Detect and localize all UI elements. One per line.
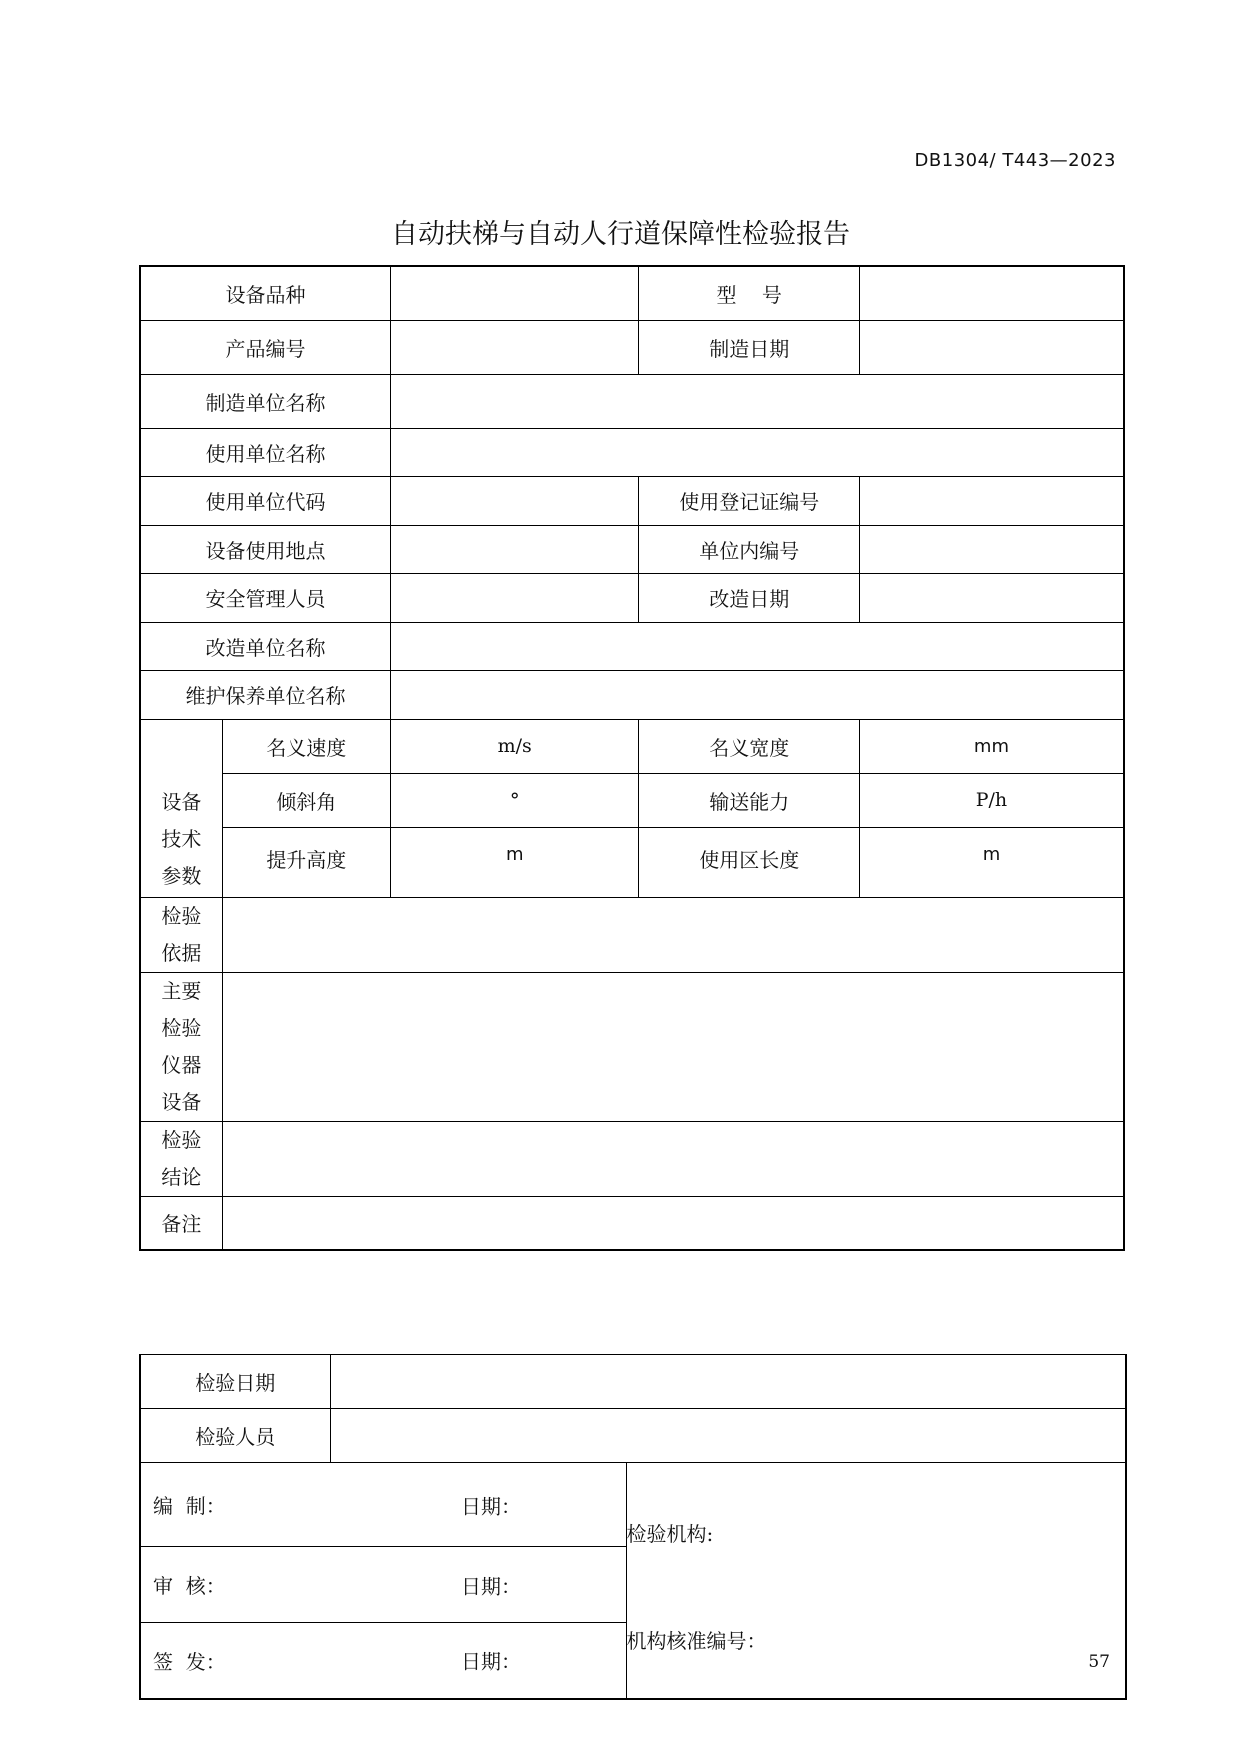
value-renovation-unit-name[interactable] <box>390 622 1124 670</box>
tech-params-line-2: 技术 <box>161 826 202 851</box>
value-model[interactable] <box>859 266 1124 320</box>
label-reviewed: 审 核： <box>153 1574 226 1598</box>
value-remarks[interactable] <box>222 1196 1124 1250</box>
tech-params-line-1: 设备 <box>161 789 202 814</box>
value-manufacture-date[interactable] <box>859 320 1124 374</box>
label-approval-number: 机构核准编号： <box>626 1629 767 1654</box>
label-registration-number: 使用登记证编号 <box>639 476 859 525</box>
label-equipment-variety: 设备品种 <box>140 266 390 320</box>
signature-compiled[interactable] <box>140 1463 626 1547</box>
instruments-line-2: 检验 <box>161 1015 202 1040</box>
label-inclination: 倾斜角 <box>222 773 390 827</box>
label-manufacture-date: 制造日期 <box>639 320 859 374</box>
conclusion-line-2: 结论 <box>161 1164 202 1189</box>
instruments-line-3: 仪器 <box>161 1052 202 1077</box>
value-user-unit-name[interactable] <box>390 428 1124 476</box>
label-maintenance-unit-name: 维护保养单位名称 <box>140 670 390 719</box>
unit-capacity[interactable]: P/h <box>859 773 1124 827</box>
value-registration-number[interactable] <box>859 476 1124 525</box>
label-issued-date: 日期： <box>461 1649 521 1674</box>
label-compiled: 编 制： <box>153 1494 226 1518</box>
label-product-number: 产品编号 <box>140 320 390 374</box>
basis-line-1: 检验 <box>161 903 202 928</box>
page-number: 57 <box>1088 1652 1110 1672</box>
unit-rated-width[interactable]: mm <box>859 719 1124 773</box>
unit-inclination[interactable]: ° <box>390 773 639 827</box>
conclusion-line-1: 检验 <box>161 1127 202 1152</box>
value-main-instruments[interactable] <box>222 972 1124 1121</box>
value-renovation-date[interactable] <box>859 573 1124 622</box>
label-inspection-date: 检验日期 <box>140 1355 330 1409</box>
unit-use-length[interactable]: m <box>859 827 1124 897</box>
value-inspectors[interactable] <box>330 1409 1126 1463</box>
label-user-unit-name: 使用单位名称 <box>140 428 390 476</box>
value-conclusion[interactable] <box>222 1121 1124 1196</box>
label-capacity: 输送能力 <box>639 773 859 827</box>
label-institution: 检验机构: <box>626 1522 714 1547</box>
page-title: 自动扶梯与自动人行道保障性检验报告 <box>391 219 850 250</box>
label-usage-location: 设备使用地点 <box>140 525 390 573</box>
label-rise: 提升高度 <box>222 827 390 897</box>
signature-reviewed[interactable] <box>140 1547 626 1623</box>
value-equipment-variety[interactable] <box>390 266 639 320</box>
value-product-number[interactable] <box>390 320 639 374</box>
label-main-instruments <box>140 972 222 1121</box>
value-safety-manager[interactable] <box>390 573 639 622</box>
label-tech-params <box>140 719 222 897</box>
label-internal-number: 单位内编号 <box>639 525 859 573</box>
label-inspection-basis <box>140 897 222 972</box>
instruments-line-4: 设备 <box>161 1089 202 1114</box>
inspection-institution[interactable] <box>626 1463 1126 1699</box>
value-internal-number[interactable] <box>859 525 1124 573</box>
instruments-line-1: 主要 <box>161 978 202 1003</box>
signature-issued[interactable] <box>140 1623 626 1699</box>
label-reviewed-date: 日期： <box>461 1574 521 1598</box>
report-table <box>139 265 1125 1251</box>
label-conclusion <box>140 1121 222 1196</box>
label-compiled-date: 日期： <box>461 1494 521 1518</box>
value-user-unit-code[interactable] <box>390 476 639 525</box>
label-model: 型 号 <box>639 266 859 320</box>
label-issued: 签 发： <box>153 1649 226 1674</box>
document-code: DB1304/ T443—2023 <box>914 150 1116 171</box>
value-inspection-basis[interactable] <box>222 897 1124 972</box>
label-manufacturer-name: 制造单位名称 <box>140 374 390 428</box>
label-rated-width: 名义宽度 <box>639 719 859 773</box>
label-remarks: 备注 <box>140 1196 222 1250</box>
label-rated-speed: 名义速度 <box>222 719 390 773</box>
tech-params-line-3: 参数 <box>161 863 202 888</box>
value-usage-location[interactable] <box>390 525 639 573</box>
value-inspection-date[interactable] <box>330 1355 1126 1409</box>
label-use-length: 使用区长度 <box>639 827 859 897</box>
label-user-unit-code: 使用单位代码 <box>140 476 390 525</box>
unit-rated-speed[interactable]: m/s <box>390 719 639 773</box>
inspection-signature-table <box>139 1354 1127 1700</box>
label-safety-manager: 安全管理人员 <box>140 573 390 622</box>
label-renovation-unit-name: 改造单位名称 <box>140 622 390 670</box>
value-manufacturer-name[interactable] <box>390 374 1124 428</box>
label-renovation-date: 改造日期 <box>639 573 859 622</box>
value-maintenance-unit-name[interactable] <box>390 670 1124 719</box>
unit-rise[interactable]: m <box>390 827 639 897</box>
basis-line-2: 依据 <box>161 940 202 965</box>
label-inspectors: 检验人员 <box>140 1409 330 1463</box>
